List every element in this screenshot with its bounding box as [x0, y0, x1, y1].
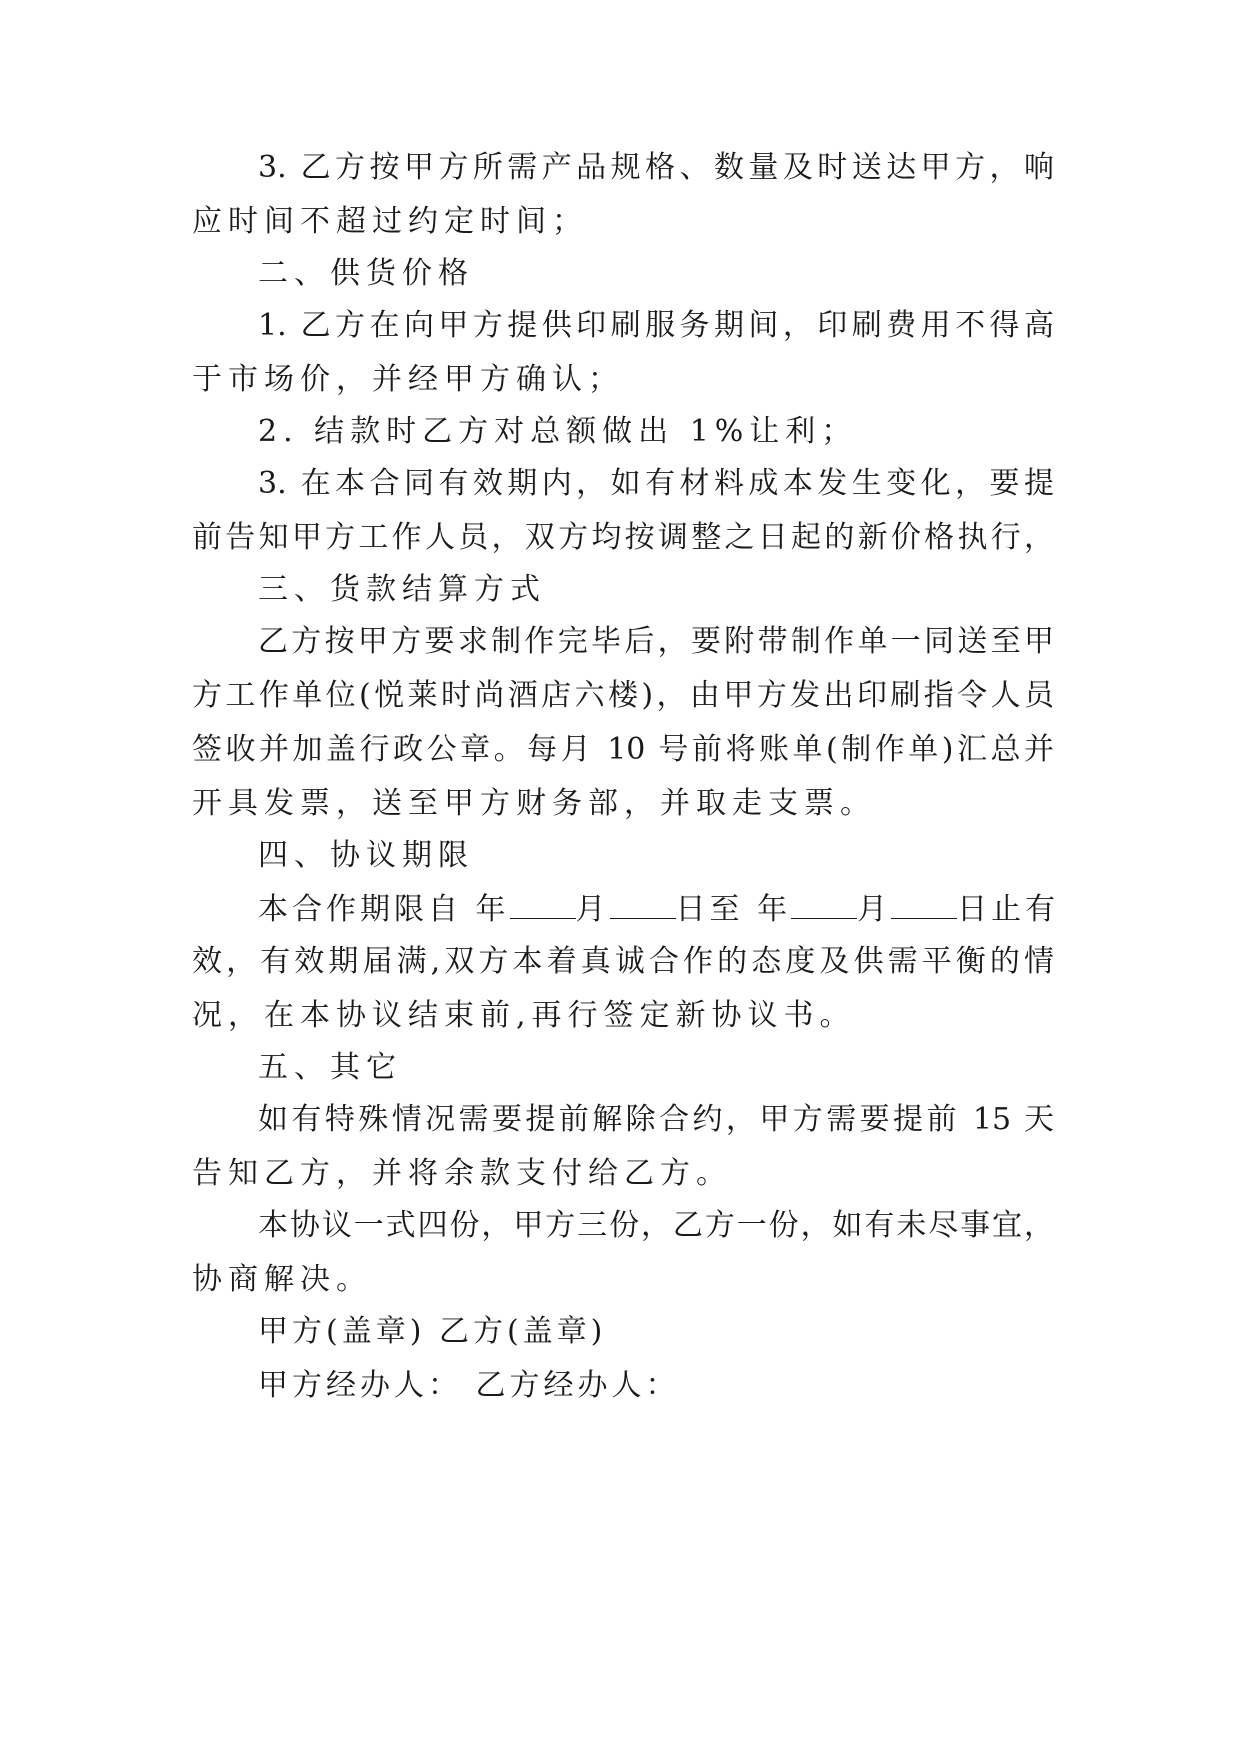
term-prefix: 本合作期限自 年 — [258, 892, 510, 927]
paragraph-line: 告知乙方，并将余款支付给乙方。 — [192, 1156, 732, 1191]
paragraph-line: 3. 在本合同有效期内，如有材料成本发生变化，要提 — [258, 466, 1054, 501]
blank-day-start[interactable] — [610, 888, 676, 919]
paragraph-line: 方工作单位(悦莱时尚酒店六楼)，由甲方发出印刷指令人员 — [192, 678, 1054, 713]
section-heading: 二、供货价格 — [258, 256, 474, 291]
blank-day-end[interactable] — [891, 888, 957, 919]
paragraph-line: 前告知甲方工作人员，双方均按调整之日起的新价格执行， — [192, 520, 1054, 555]
term-line — [258, 888, 1059, 930]
paragraph-line: 如有特殊情况需要提前解除合约，甲方需要提前 15 天 — [258, 1102, 1054, 1137]
paragraph-line: 乙方按甲方要求制作完毕后，要附带制作单一同送至甲 — [258, 624, 1054, 659]
blank-month-end[interactable] — [791, 888, 857, 919]
section-heading: 五、其它 — [258, 1050, 402, 1085]
signatory-line: 甲方经办人： 乙方经办人： — [258, 1368, 680, 1403]
paragraph-line: 应时间不超过约定时间； — [192, 204, 588, 239]
paragraph-line: 签收并加盖行政公章。每月 10 号前将账单(制作单)汇总并 — [192, 732, 1054, 767]
term-day-to: 日至 年 — [675, 892, 792, 927]
term-month-label: 月 — [575, 892, 610, 927]
section-heading: 三、货款结算方式 — [258, 572, 546, 607]
paragraph-line: 1. 乙方在向甲方提供印刷服务期间，印刷费用不得高 — [258, 308, 1054, 343]
paragraph-line: 本协议一式四份，甲方三份，乙方一份，如有未尽事宜， — [258, 1208, 1054, 1243]
term-day-end: 日止有 — [957, 892, 1060, 927]
paragraph-line: 协商解决。 — [192, 1262, 372, 1297]
paragraph-line: 效，有效期届满,双方本着真诚合作的态度及供需平衡的情 — [192, 944, 1054, 979]
blank-month-start[interactable] — [510, 888, 576, 919]
term-month-label: 月 — [857, 892, 892, 927]
paragraph-line: 开具发票，送至甲方财务部，并取走支票。 — [192, 786, 876, 821]
paragraph-line: 3. 乙方按甲方所需产品规格、数量及时送达甲方，响 — [258, 150, 1054, 185]
seal-line: 甲方(盖章) 乙方(盖章) — [258, 1314, 607, 1349]
paragraph-line: 于市场价，并经甲方确认； — [192, 362, 624, 397]
section-heading: 四、协议期限 — [258, 838, 474, 873]
paragraph-line: 2. 结款时乙方对总额做出 1%让利； — [258, 414, 858, 449]
paragraph-line: 况，在本协议结束前,再行签定新协议书。 — [192, 998, 856, 1033]
